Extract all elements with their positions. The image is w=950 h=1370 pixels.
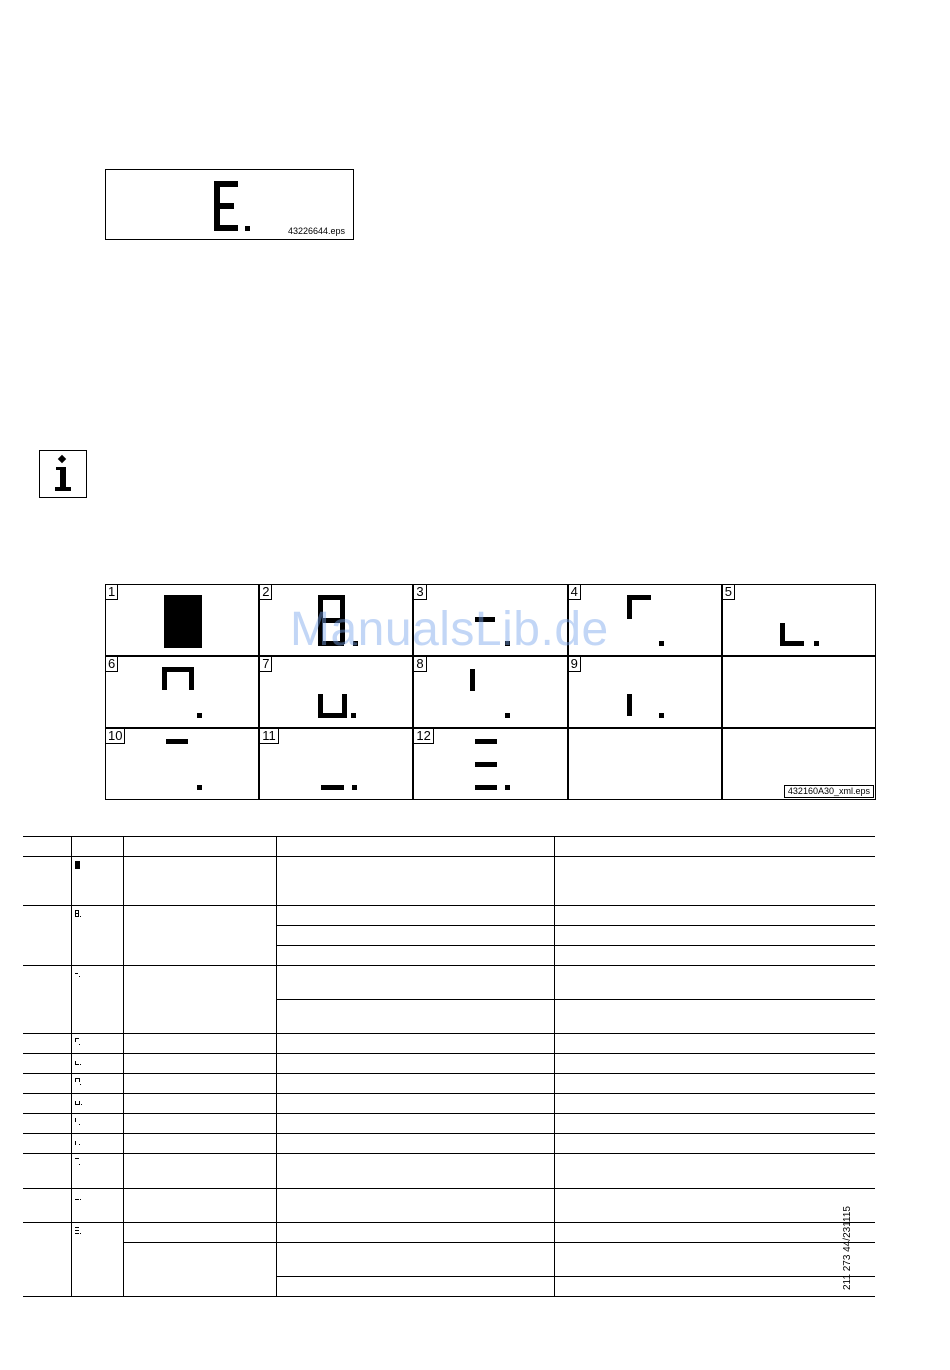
grid-cell-8 — [413, 656, 567, 728]
grid-cell-6 — [105, 656, 259, 728]
table-rule — [23, 905, 875, 906]
mini-display-8 — [74, 1117, 84, 1129]
grid-cell-10 — [105, 728, 259, 800]
grid-cell-1 — [105, 584, 259, 656]
grid-cell-5 — [722, 584, 876, 656]
grid-cell-empty — [568, 728, 722, 800]
table-rule — [23, 1073, 875, 1074]
table-rule — [23, 1222, 875, 1223]
cell-number: 12 — [414, 729, 433, 744]
mini-display-6 — [74, 1077, 84, 1089]
grid-cell-7 — [259, 656, 413, 728]
figure-file-label: 43226644.eps — [287, 226, 345, 236]
cell-number: 3 — [414, 585, 426, 600]
mini-display-11 — [74, 1192, 84, 1204]
table-rule — [23, 1093, 875, 1094]
table-rule — [276, 925, 875, 926]
grid-file-label: 432160A30_xml.eps — [784, 785, 874, 798]
grid-cell-11 — [259, 728, 413, 800]
table-rule — [23, 836, 875, 837]
cell-number: 1 — [106, 585, 118, 600]
table-rule — [23, 1053, 875, 1054]
table-rule — [23, 1113, 875, 1114]
cell-number: 9 — [569, 657, 581, 672]
grid-cell-empty — [722, 728, 876, 800]
mini-display-5 — [74, 1057, 84, 1069]
table-rule — [123, 1242, 875, 1243]
table-rule — [276, 1276, 875, 1277]
table-column-rule — [123, 836, 124, 1297]
cell-number: 11 — [260, 729, 279, 744]
cell-number: 2 — [260, 585, 272, 600]
mini-display-12 — [74, 1226, 84, 1238]
cell-number: 7 — [260, 657, 272, 672]
table-rule — [23, 1033, 875, 1034]
display-figure-e — [105, 169, 354, 240]
watermark: ManualsLib.de — [290, 603, 609, 656]
mini-display-3 — [74, 969, 84, 981]
cell-number: 8 — [414, 657, 426, 672]
table-rule — [23, 1153, 875, 1154]
table-rule — [23, 1133, 875, 1134]
table-rule — [23, 856, 875, 857]
cell-number: 4 — [569, 585, 581, 600]
table-rule — [23, 965, 875, 966]
mini-display-4 — [74, 1037, 84, 1049]
mini-display-10 — [74, 1157, 84, 1169]
table-column-rule — [71, 836, 72, 1297]
mini-display-9 — [74, 1137, 84, 1149]
table-rule — [276, 999, 875, 1000]
table-rule — [23, 1296, 875, 1297]
mini-display-1 — [74, 860, 84, 872]
document-id: 211 273 44/231115 — [842, 1206, 853, 1290]
table-column-rule — [276, 836, 277, 1297]
mini-display-7 — [74, 1097, 84, 1109]
cell-number: 6 — [106, 657, 118, 672]
cell-number: 5 — [723, 585, 735, 600]
grid-cell-9 — [568, 656, 722, 728]
grid-cell-empty — [722, 656, 876, 728]
cell-number: 10 — [106, 729, 125, 744]
info-icon — [39, 450, 87, 498]
table-column-rule — [554, 836, 555, 1297]
table-rule — [23, 1188, 875, 1189]
grid-cell-12 — [413, 728, 567, 800]
mini-display-2 — [74, 909, 84, 921]
table-rule — [276, 945, 875, 946]
